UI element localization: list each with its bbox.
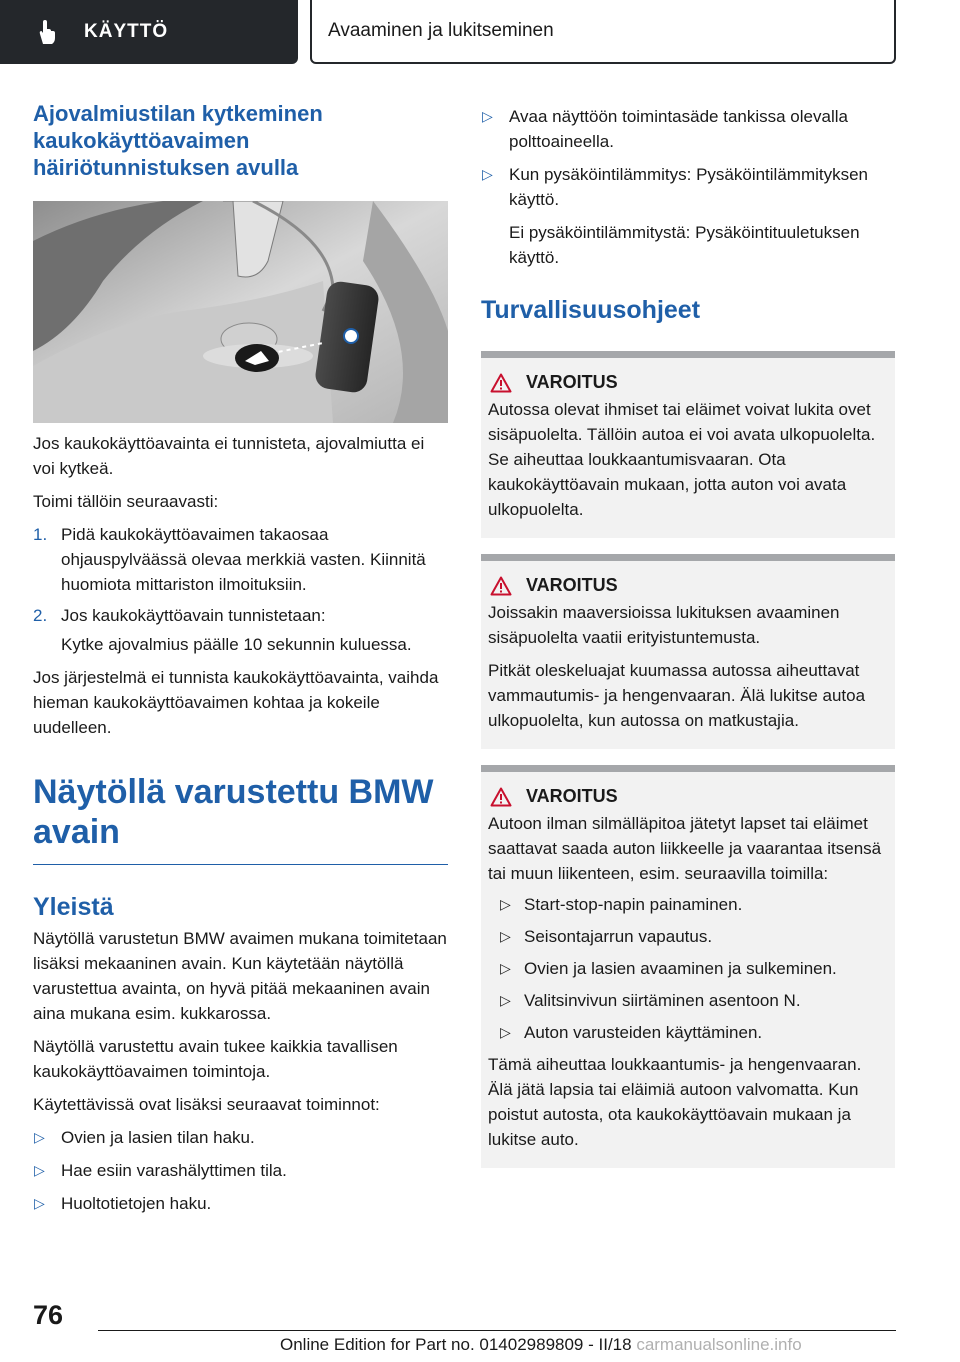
list-item-text: Avaa näyttöön toimintasäde tankissa olevalla polttoaineella. bbox=[509, 107, 848, 151]
list-item bbox=[33, 522, 448, 597]
warning-triangle-icon bbox=[490, 576, 512, 596]
section-title: KÄYTTÖ bbox=[84, 21, 169, 42]
warning-box bbox=[481, 554, 895, 749]
section-heading: Ajovalmiustilan kytkeminen kaukokäyttöavaimen häiriötunnistuksen avulla bbox=[33, 101, 323, 180]
list-item-text: Kun pysäköintilämmitys: Pysäköintilämmityksen käyttö. bbox=[509, 165, 869, 209]
warning-title: VAROITUS bbox=[526, 786, 618, 806]
triangle-bullet-icon: ▷ bbox=[500, 992, 511, 1008]
step-number: 2. bbox=[33, 606, 48, 625]
functions-list bbox=[33, 1125, 448, 1216]
functions-list-continued bbox=[481, 104, 895, 270]
list-item bbox=[33, 1125, 448, 1150]
list-item bbox=[488, 892, 888, 917]
warning-text: Joissakin maaversioissa lukituksen avaaminen sisäpuolelta vaatii erityistuntemusta. bbox=[488, 603, 840, 647]
paragraph: Näytöllä varustettu avain tukee kaikkia tavallisen kaukokäyttöavaimen toimintoja. bbox=[33, 1037, 398, 1081]
warning-text: Autoon ilman silmälläpitoa jätetyt lapset tai eläimet saattavat saada auton liikkeelle ja vaarantaa itsensä tai muun liikenteen, esim. seuraavilla toimilla: bbox=[488, 814, 882, 883]
list-item bbox=[488, 924, 888, 949]
list-item-text: Auton varusteiden käyttäminen. bbox=[524, 1023, 763, 1042]
warning-list bbox=[488, 892, 888, 1045]
triangle-bullet-icon: ▷ bbox=[34, 1195, 45, 1211]
triangle-bullet-icon: ▷ bbox=[500, 928, 511, 944]
triangle-bullet-icon: ▷ bbox=[482, 166, 493, 182]
warning-triangle-icon bbox=[490, 373, 512, 393]
step-text: Jos kaukokäyttöavain tunnistetaan: bbox=[61, 606, 326, 625]
warning-text: Pitkät oleskeluajat kuumassa autossa aiheuttavat vammautumis- ja hengenvaaran. Älä lukitse autoa ulkopuolelta, kun autossa on matkustajia. bbox=[488, 661, 866, 730]
step-number: 1. bbox=[33, 525, 48, 544]
list-item bbox=[488, 1020, 888, 1045]
list-item-text: Hae esiin varashälyttimen tila. bbox=[61, 1161, 287, 1180]
paragraph: Käytettävissä ovat lisäksi seuraavat toiminnot: bbox=[33, 1095, 380, 1114]
list-item bbox=[488, 988, 888, 1013]
warning-box bbox=[481, 765, 895, 1168]
warning-title: VAROITUS bbox=[526, 372, 618, 392]
list-item-text: Ovien ja lasien avaaminen ja sulkeminen. bbox=[524, 959, 837, 978]
list-item bbox=[33, 603, 448, 657]
key-fob-steering-column-illustration bbox=[33, 201, 448, 423]
paragraph: Jos järjestelmä ei tunnista kaukokäyttöavainta, vaihda hieman kaukokäyttöavaimen kohtaa ja kokeile uudelleen. bbox=[33, 668, 439, 737]
footer-edition bbox=[280, 1335, 802, 1355]
subsection-heading: Turvallisuusohjeet bbox=[481, 296, 701, 324]
warning-box bbox=[481, 351, 895, 538]
triangle-bullet-icon: ▷ bbox=[34, 1129, 45, 1145]
watermark-text: carmanualsonline.info bbox=[636, 1335, 802, 1354]
triangle-bullet-icon: ▷ bbox=[500, 1024, 511, 1040]
list-item-text: Start-stop-napin painaminen. bbox=[524, 895, 743, 914]
section-tab bbox=[0, 0, 298, 64]
list-item bbox=[481, 104, 895, 154]
chapter-heading: Näytöllä varustettu BMW avain bbox=[33, 773, 434, 851]
list-item bbox=[33, 1191, 448, 1216]
step-text: Pidä kaukokäyttöavaimen takaosaa ohjauspylväässä olevaa merkkiä vasten. Kiinnitä huomiota mittariston ilmoituksiin. bbox=[61, 525, 426, 594]
warning-title: VAROITUS bbox=[526, 575, 618, 595]
triangle-bullet-icon: ▷ bbox=[500, 896, 511, 912]
list-item bbox=[488, 956, 888, 981]
warning-triangle-icon bbox=[490, 787, 512, 807]
page-number: 76 bbox=[33, 1300, 64, 1330]
step-subtext: Kytke ajovalmius päälle 10 sekunnin kuluessa. bbox=[61, 635, 412, 654]
list-item-text: Ovien ja lasien tilan haku. bbox=[61, 1128, 255, 1147]
triangle-bullet-icon: ▷ bbox=[500, 960, 511, 976]
list-item-text: Seisontajarrun vapautus. bbox=[524, 927, 713, 946]
paragraph: Jos kaukokäyttöavainta ei tunnisteta, ajovalmiutta ei voi kytkeä. bbox=[33, 434, 425, 478]
list-item-text: Huoltotietojen haku. bbox=[61, 1194, 212, 1213]
triangle-bullet-icon: ▷ bbox=[34, 1162, 45, 1178]
edition-text: Online Edition for Part no. 01402989809 - II/18 bbox=[280, 1335, 632, 1354]
steps-list bbox=[33, 522, 448, 657]
chapter-tab bbox=[310, 0, 896, 64]
triangle-bullet-icon: ▷ bbox=[482, 108, 493, 124]
list-item-text: Valitsinvivun siirtäminen asentoon N. bbox=[524, 991, 801, 1010]
paragraph: Näytöllä varustetun BMW avaimen mukana toimitetaan lisäksi mekaaninen avain. Kun käytetään näytöllä varustettua avainta, on hyvä pitää mekaaninen avain aina mukana esim. kukkarossa. bbox=[33, 929, 447, 1023]
footer-divider bbox=[98, 1330, 896, 1331]
right-column bbox=[481, 104, 895, 1168]
chapter-title: Avaaminen ja lukitseminen bbox=[328, 20, 554, 41]
paragraph: Toimi tällöin seuraavasti: bbox=[33, 492, 219, 511]
list-item bbox=[33, 1158, 448, 1183]
subsection-heading: Yleistä bbox=[33, 893, 114, 921]
heading-divider bbox=[33, 864, 448, 865]
list-item-subtext: Ei pysäköintilämmitystä: Pysäköintituuletuksen käyttö. bbox=[509, 223, 860, 267]
warning-text: Autossa olevat ihmiset tai eläimet voivat lukita ovet sisäpuolelta. Tällöin autoa ei voi avata ulkopuolelta. Se aiheuttaa loukkaantumisvaaran. Ota kaukokäyttöavain mukaan, jotta auton voi avata ulkopuolelta. bbox=[488, 400, 876, 519]
warning-text: Tämä aiheuttaa loukkaantumis- ja hengenvaaran. Älä jätä lapsia tai eläimiä autoon valvomatta. Kun poistut autosta, ota kaukokäyttöavain mukaan ja lukitse auto. bbox=[488, 1055, 862, 1149]
left-column bbox=[33, 100, 448, 1224]
list-item bbox=[481, 162, 895, 270]
hand-pointer-icon bbox=[30, 15, 64, 49]
